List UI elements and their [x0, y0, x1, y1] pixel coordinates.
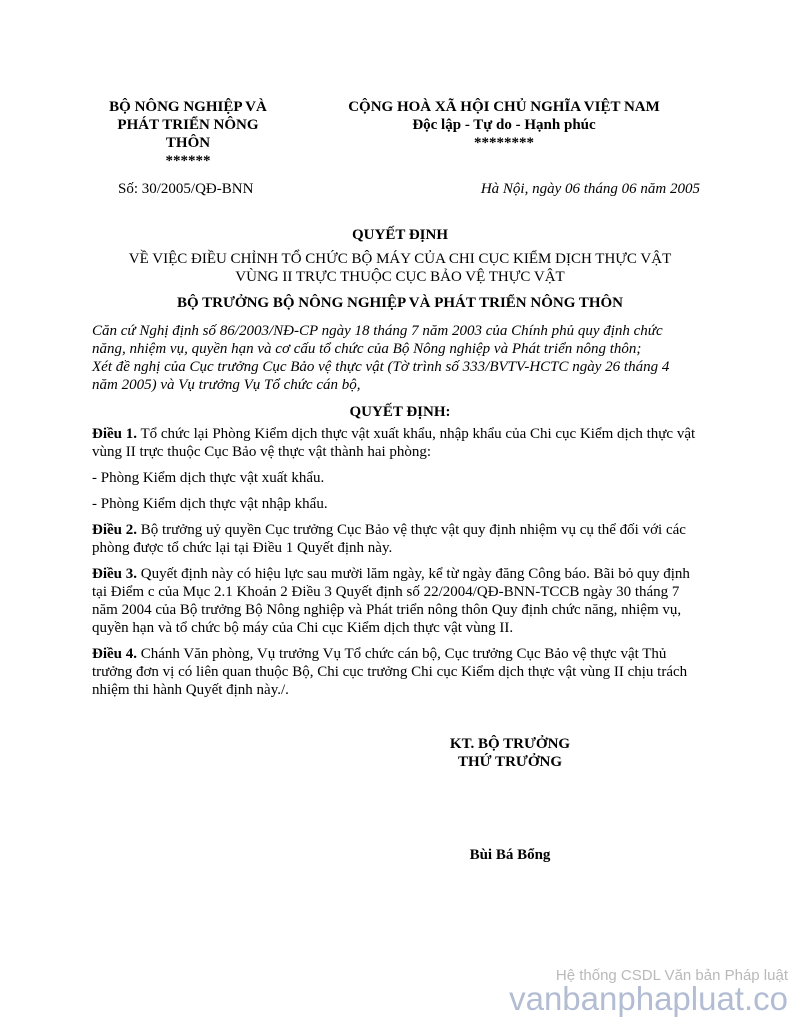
article-4	[92, 645, 708, 699]
decision-body	[92, 403, 708, 699]
signature-title-2: THỨ TRƯỞNG	[457, 754, 563, 770]
article-2-label: Điều 2.	[92, 522, 137, 538]
ministry-stars: ******	[165, 153, 211, 169]
article-2	[92, 521, 708, 557]
signature-title-1: KT. BỘ TRƯỞNG	[449, 736, 571, 752]
subject-line-2: VÙNG II TRỰC THUỘC CỤC BẢO VỆ THỰC VẬT	[235, 269, 565, 285]
signer-name: Bùi Bá Bổng	[469, 847, 551, 863]
ministry-line-1: BỘ NÔNG NGHIỆP VÀ	[109, 99, 267, 115]
national-header	[318, 98, 690, 152]
article-4-text: Chánh Văn phòng, Vụ trưởng Vụ Tổ chức cán bộ, Cục trưởng Cục Bảo vệ thực vật Thủ trưởng đơn vị có liên quan thuộc Bộ, Chi cục trưởng Chi cục Kiểm dịch thực vật vùng II chịu trách nhiệm thi hành Quyết định này./.	[92, 646, 688, 698]
issuing-authority	[100, 98, 276, 170]
document-subject	[100, 250, 700, 286]
document-number: Số: 30/2005/QĐ-BNN	[118, 181, 254, 197]
motto-stars: ********	[474, 135, 534, 151]
legal-basis	[92, 322, 708, 394]
article-2-text: Bộ trưởng uỷ quyền Cục trưởng Cục Bảo vệ thực vật quy định nhiệm vụ cụ thể đối với các phòng được tổ chức lại tại Điều 1 Quyết định này.	[92, 522, 686, 556]
article-4-label: Điều 4.	[92, 646, 137, 662]
signature-block	[400, 735, 620, 771]
article-3	[92, 565, 708, 637]
basis-line: Xét đề nghị của Cục trưởng Cục Bảo vệ thực vật (Tờ trình số 333/BVTV-HCTC ngày 26 tháng 4	[92, 359, 670, 375]
article-3-text: Quyết định này có hiệu lực sau mười lăm ngày, kể từ ngày đăng Công báo. Bãi bỏ quy định tại Điểm c của Mục 2.1 Khoản 2 Điều 3 Quyết định số 22/2004/QĐ-BNN-TCCB ngày 30 tháng 7 năm 2004 của Bộ trưởng Bộ Nông nghiệp và Phát triển nông thôn Quy định chức năng, nhiệm vụ, quyền hạn và tổ chức bộ máy của Chi cục Kiểm dịch thực vật vùng II.	[92, 566, 690, 636]
document-title: QUYẾT ĐỊNH	[352, 227, 448, 243]
ministry-line-3: THÔN	[165, 135, 211, 151]
watermark-caption: Hệ thống CSDL Văn bản Pháp luật	[555, 967, 788, 984]
article-3-label: Điều 3.	[92, 566, 137, 582]
subject-line-1: VỀ VIỆC ĐIỀU CHỈNH TỔ CHỨC BỘ MÁY CỦA CHI CỤC KIỂM DỊCH THỰC VẬT	[128, 251, 672, 267]
article-1-label: Điều 1.	[92, 426, 137, 442]
article-1	[92, 425, 708, 461]
document-date: Hà Nội, ngày 06 tháng 06 năm 2005	[480, 181, 700, 197]
national-motto: Độc lập - Tự do - Hạnh phúc	[412, 117, 596, 133]
watermark-site: vanbanphapluat.co	[509, 980, 788, 1017]
article-1-item: - Phòng Kiểm dịch thực vật xuất khẩu.	[92, 470, 325, 486]
basis-line: năng, nhiệm vụ, quyền hạn và cơ cấu tổ chức của Bộ Nông nghiệp và Phát triển nông thôn;	[92, 341, 642, 357]
article-1-item: - Phòng Kiểm dịch thực vật nhập khẩu.	[92, 496, 328, 512]
basis-line: Căn cứ Nghị định số 86/2003/NĐ-CP ngày 18 tháng 7 năm 2003 của Chính phủ quy định chức	[92, 323, 663, 339]
article-1-text: Tổ chức lại Phòng Kiểm dịch thực vật xuất khẩu, nhập khẩu của Chi cục Kiểm dịch thực vật vùng II trực thuộc Cục Bảo vệ thực vật thành hai phòng:	[92, 426, 696, 460]
issuer-title: BỘ TRƯỞNG BỘ NÔNG NGHIỆP VÀ PHÁT TRIỂN NÔNG THÔN	[176, 295, 624, 311]
country-name: CỘNG HOÀ XÃ HỘI CHỦ NGHĨA VIỆT NAM	[348, 99, 660, 115]
decision-heading: QUYẾT ĐỊNH:	[349, 404, 451, 420]
basis-line: năm 2005) và Vụ trưởng Vụ Tổ chức cán bộ,	[92, 377, 361, 393]
ministry-line-2: PHÁT TRIỂN NÔNG	[117, 117, 259, 133]
